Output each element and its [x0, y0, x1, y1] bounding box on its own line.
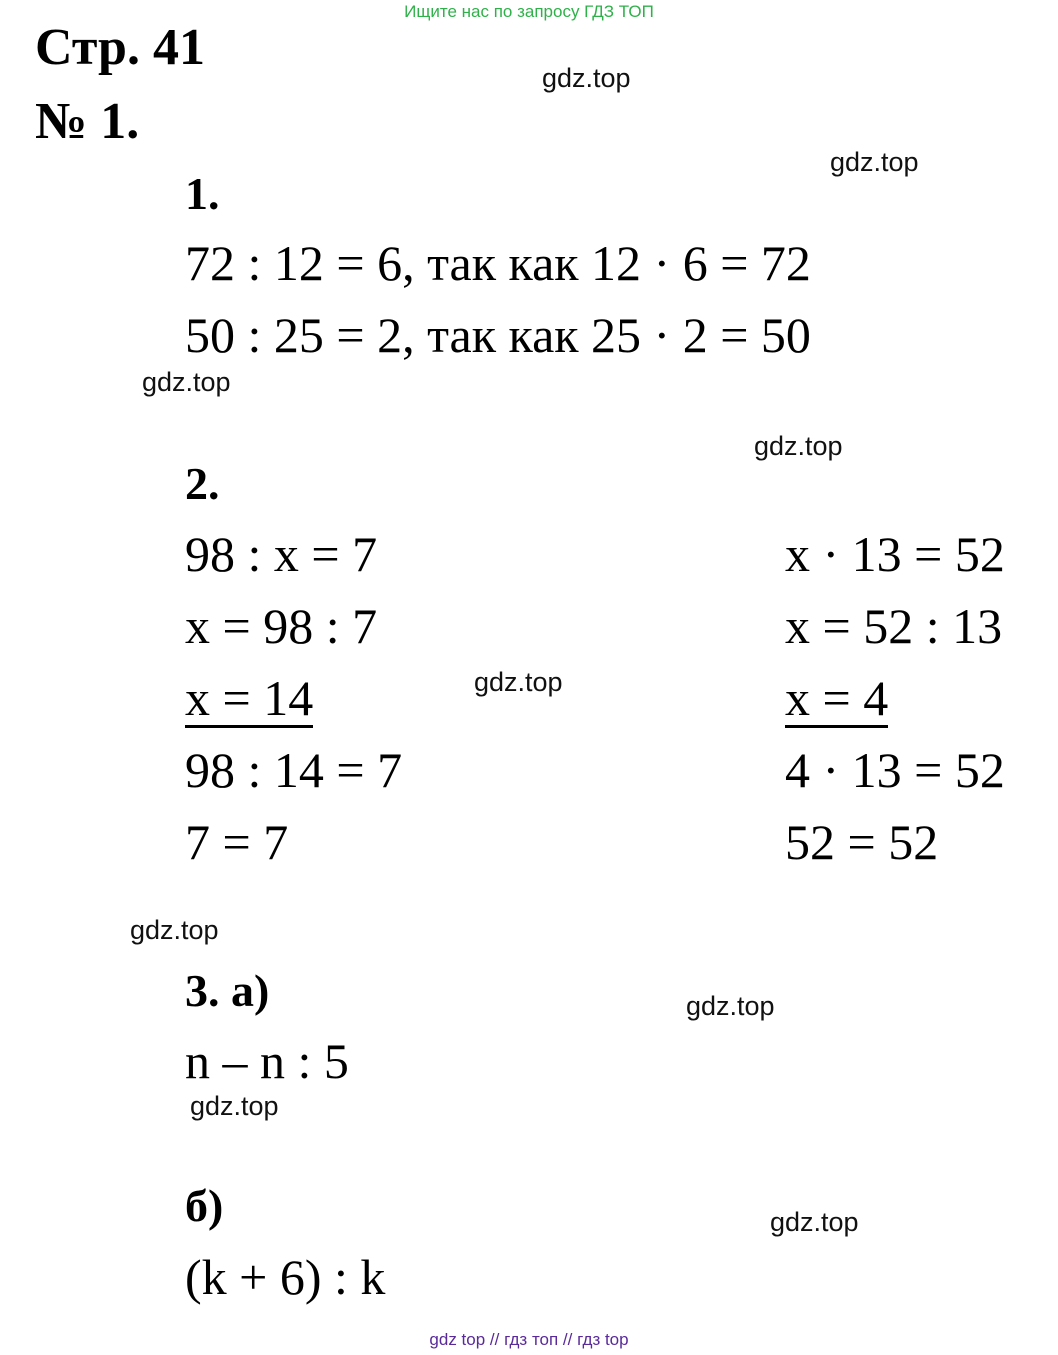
- part2-left-result: 7 = 7: [185, 814, 289, 870]
- promo-banner: Ищите нас по запросу ГДЗ ТОП: [404, 2, 654, 21]
- part3-expr-b: (k + 6) : k: [185, 1249, 386, 1305]
- watermark: gdz.top: [686, 991, 775, 1021]
- part2-left-check: 98 : 14 = 7: [185, 742, 403, 798]
- watermark: gdz.top: [542, 63, 631, 93]
- part2-right-step: x = 52 : 13: [785, 598, 1003, 654]
- watermark: gdz.top: [130, 915, 219, 945]
- watermark: gdz.top: [190, 1091, 279, 1121]
- part1-line1: 72 : 12 = 6, так как 12 · 6 = 72: [185, 235, 811, 291]
- part2-left-answer: x = 14: [185, 670, 314, 726]
- part2-right-answer: x = 4: [785, 670, 889, 726]
- part3-label-b: б): [185, 1180, 224, 1231]
- watermark: gdz.top: [142, 367, 231, 397]
- part1-label: 1.: [185, 168, 220, 219]
- page-heading: Стр. 41: [35, 19, 205, 76]
- watermark: gdz.top: [754, 431, 843, 461]
- part3-expr-a: n – n : 5: [185, 1033, 349, 1089]
- part2-right-eq: x · 13 = 52: [785, 526, 1005, 582]
- part2-left-eq: 98 : x = 7: [185, 526, 378, 582]
- part2-right-check: 4 · 13 = 52: [785, 742, 1005, 798]
- watermark: gdz.top: [474, 667, 563, 697]
- watermark: gdz.top: [830, 147, 919, 177]
- part1-line2: 50 : 25 = 2, так как 25 · 2 = 50: [185, 307, 811, 363]
- footer-links: gdz top // гдз топ // гдз top: [429, 1330, 629, 1349]
- part2-left-step: x = 98 : 7: [185, 598, 378, 654]
- part3-label-a: 3. а): [185, 965, 270, 1016]
- part2-right-result: 52 = 52: [785, 814, 939, 870]
- part2-label: 2.: [185, 458, 220, 509]
- task-heading: № 1.: [35, 93, 140, 150]
- watermark: gdz.top: [770, 1207, 859, 1237]
